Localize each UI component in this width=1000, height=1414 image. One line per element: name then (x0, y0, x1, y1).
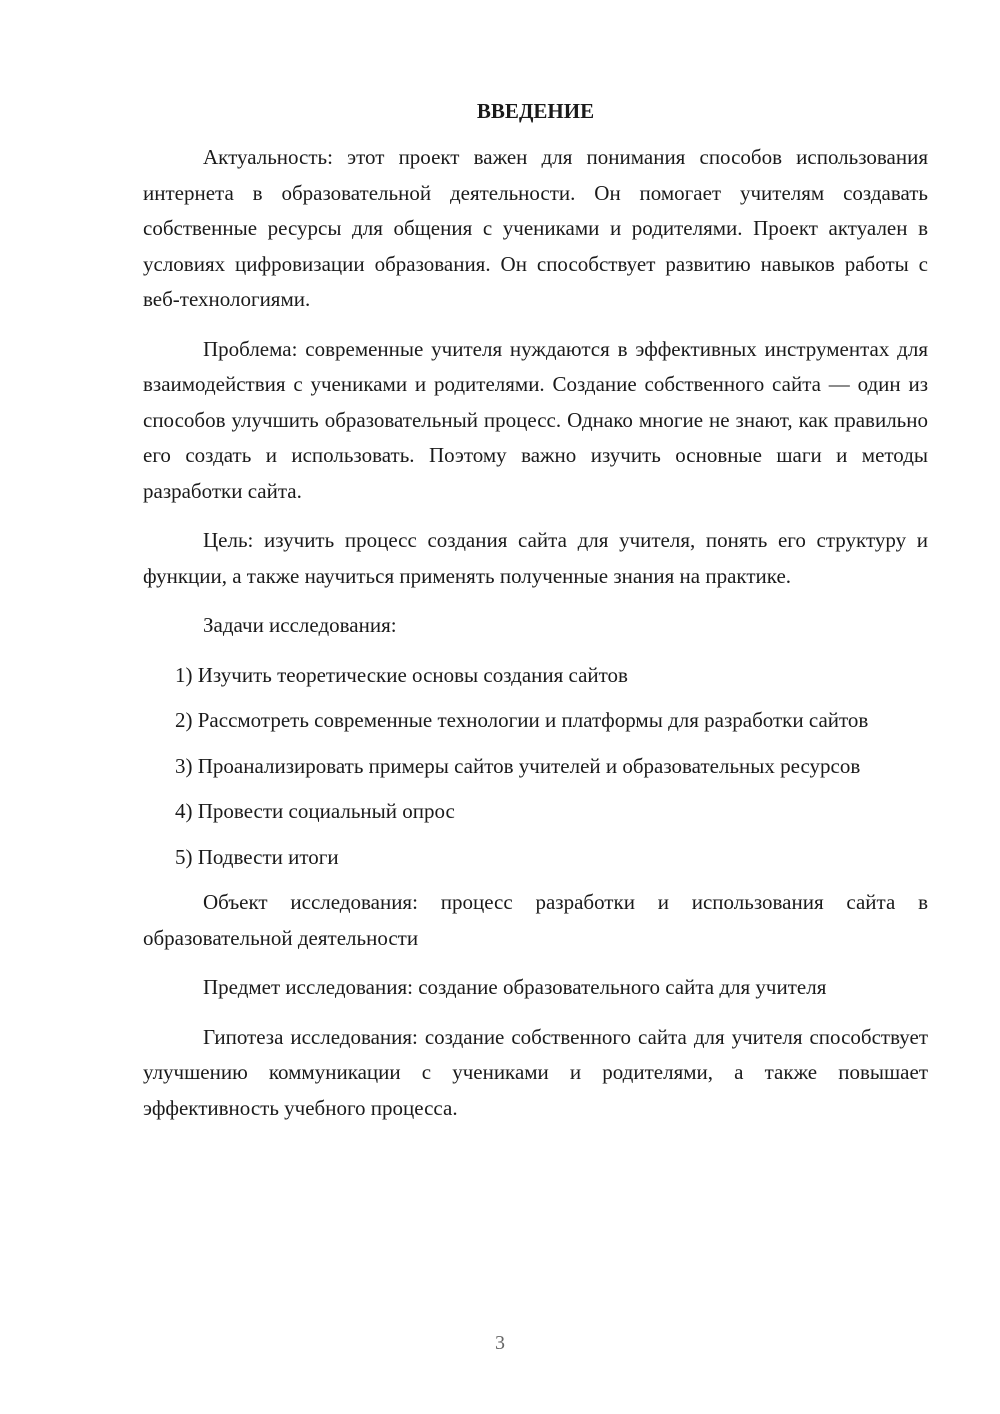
relevance-paragraph: Актуальность: этот проект важен для понимания способов использования интернета в образовательной деятельности. Он помогает учителям создавать собственные ресурсы для общения с учениками и родителями. Проект актуален в условиях цифровизации образования. Он способствует развитию навыков работы с веб-технологиями. (143, 145, 928, 311)
tasks-intro: Задачи исследования: (203, 613, 397, 637)
problem-paragraph: Проблема: современные учителя нуждаются в эффективных инструментах для взаимодействия с учениками и родителями. Создание собственного сайта — один из способов улучшить образовательный процесс. Однако многие не знают, как правильно его создать и использовать. Поэтому важно изучить основные шаги и методы разработки сайта. (143, 336, 928, 503)
task-item-4: 4) Провести социальный опрос (175, 799, 455, 823)
task-item-2: 2) Рассмотреть современные технологии и платформы для разработки сайтов (175, 708, 869, 732)
subject-paragraph: Предмет исследования: создание образовательного сайта для учителя (203, 975, 827, 999)
goal-paragraph: Цель: изучить процесс создания сайта для учителя, понять его структуру и функции, а также научиться применять полученные знания на практике. (143, 528, 928, 588)
task-item-5: 5) Подвести итоги (175, 844, 339, 869)
document-page (143, 96, 928, 1140)
page-title: ВВЕДЕНИЕ (476, 99, 595, 123)
object-paragraph: Объект исследования: процесс разработки и использования сайта в образовательной деятельности (143, 890, 928, 950)
task-item-1: 1) Изучить теоретические основы создания сайтов (175, 662, 628, 687)
hypothesis-paragraph: Гипотеза исследования: создание собственного сайта для учителя способствует улучшению коммуникации с учениками и родителями, а также повышает эффективность учебного процесса. (143, 1024, 928, 1120)
page-number: 3 (495, 1332, 505, 1354)
task-item-3: 3) Проанализировать примеры сайтов учителей и образовательных ресурсов (175, 753, 861, 778)
